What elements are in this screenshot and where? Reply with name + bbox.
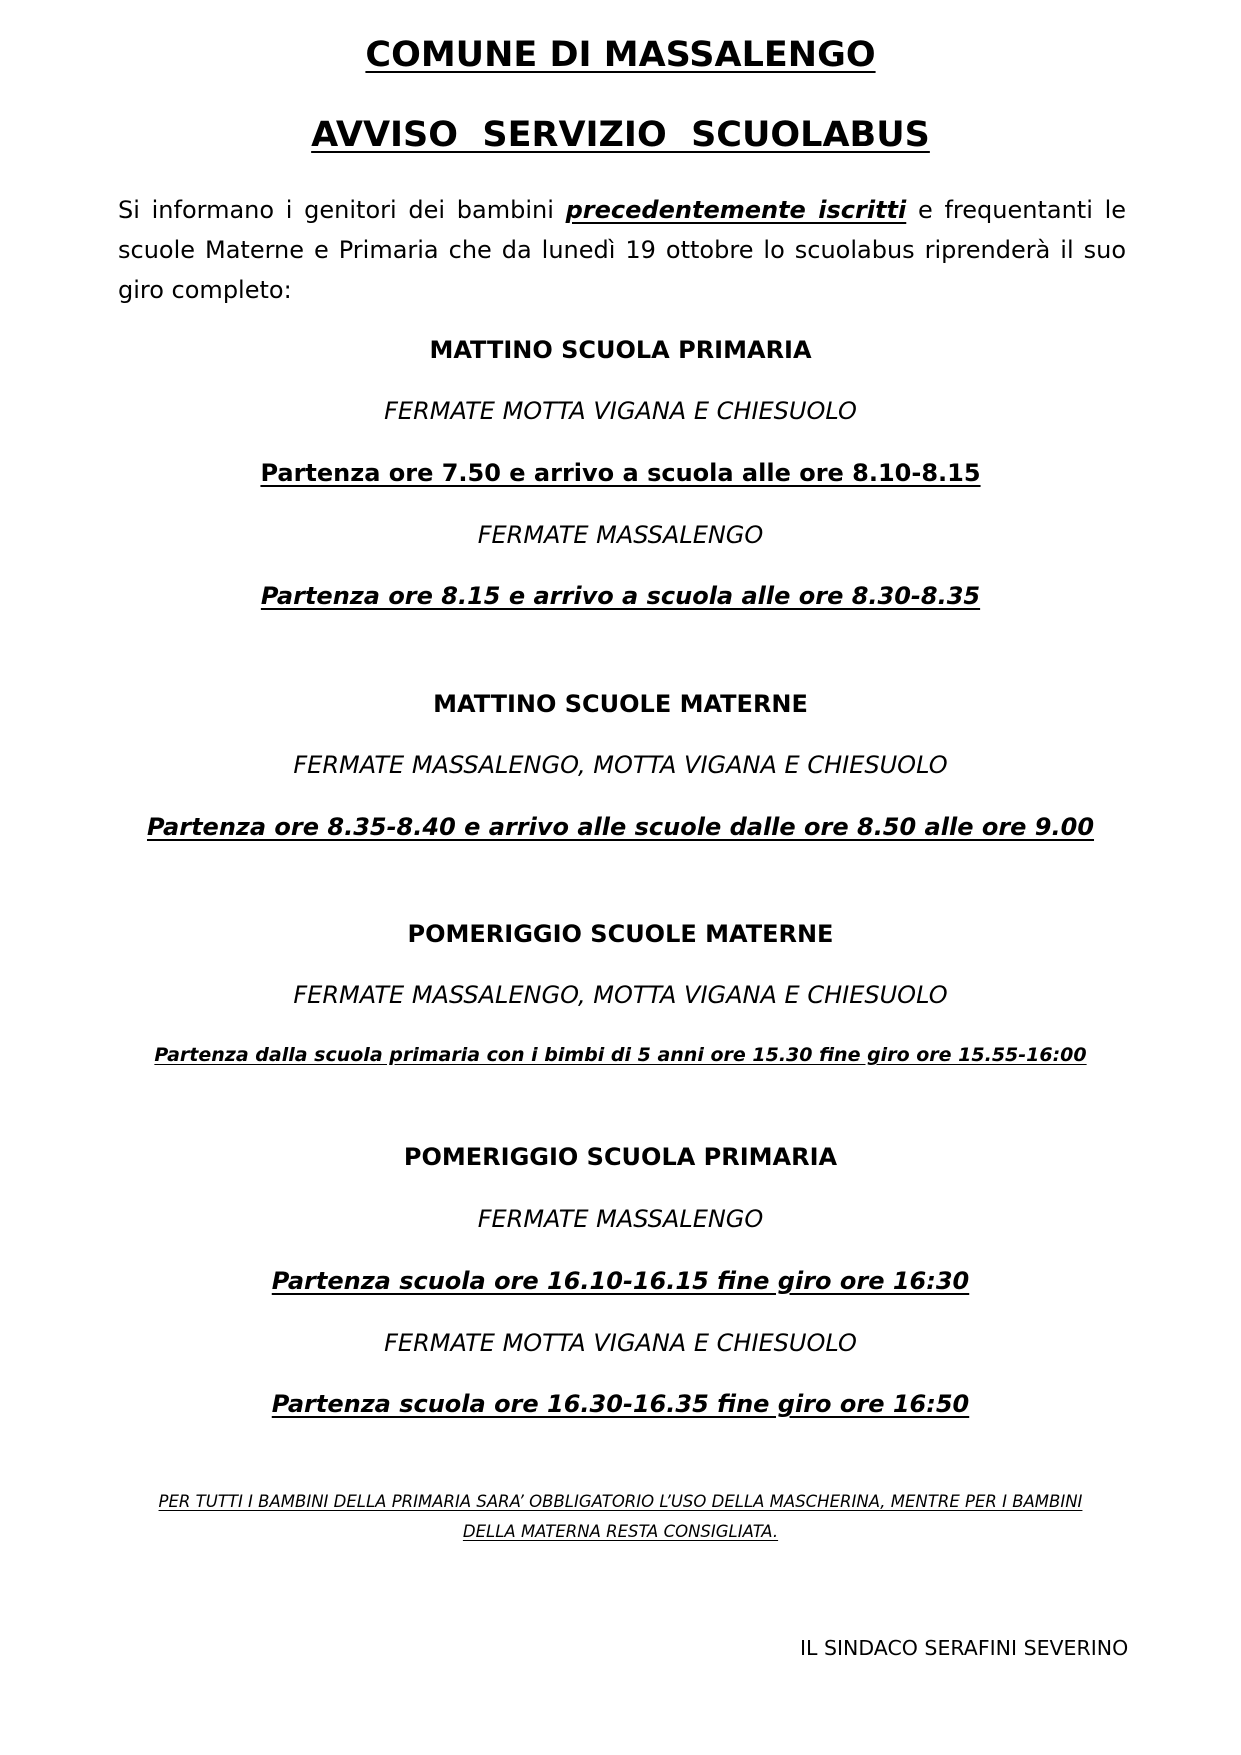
section-heading: POMERIGGIO SCUOLE MATERNE	[407, 920, 834, 948]
stops-line: FERMATE MOTTA VIGANA E CHIESUOLO	[384, 397, 857, 425]
stops-line: FERMATE MASSALENGO	[477, 1205, 764, 1233]
schedule-line: Partenza dalla scuola primaria con i bimbi di 5 anni ore 15.30 fine giro ore 15.55-16:00	[154, 1044, 1087, 1066]
section-heading: POMERIGGIO SCUOLA PRIMARIA	[403, 1143, 838, 1171]
document-title: COMUNE DI MASSALENGO	[365, 35, 876, 75]
mask-note-line-2: DELLA MATERNA RESTA CONSIGLIATA.	[462, 1522, 779, 1541]
section-heading: MATTINO SCUOLE MATERNE	[433, 690, 808, 718]
intro-text-before: Si informano i genitori dei bambini	[118, 196, 566, 224]
intro-paragraph	[118, 190, 1126, 310]
intro-emphasis: precedentemente iscritti	[565, 196, 907, 224]
mayor-signature: IL SINDACO SERAFINI SEVERINO	[800, 1636, 1129, 1660]
stops-line: FERMATE MASSALENGO	[477, 521, 764, 549]
schedule-line: Partenza ore 7.50 e arrivo a scuola alle ore 8.10-8.15	[260, 459, 981, 487]
schedule-line: Partenza scuola ore 16.30-16.35 fine giro ore 16:50	[271, 1390, 970, 1418]
stops-line: FERMATE MOTTA VIGANA E CHIESUOLO	[384, 1329, 857, 1357]
schedule-line: Partenza scuola ore 16.10-16.15 fine giro ore 16:30	[271, 1267, 970, 1295]
stops-line: FERMATE MASSALENGO, MOTTA VIGANA E CHIESUOLO	[293, 981, 948, 1009]
schedule-line: Partenza ore 8.35-8.40 e arrivo alle scuole dalle ore 8.50 alle ore 9.00	[146, 813, 1095, 841]
schedule-line: Partenza ore 8.15 e arrivo a scuola alle ore 8.30-8.35	[260, 582, 981, 610]
mask-note-line-1: PER TUTTI I BAMBINI DELLA PRIMARIA SARA’ OBBLIGATORIO L’USO DELLA MASCHERINA, MENTRE PER I BAMBINI	[158, 1492, 1083, 1511]
section-heading: MATTINO SCUOLA PRIMARIA	[429, 336, 812, 364]
stops-line: FERMATE MASSALENGO, MOTTA VIGANA E CHIESUOLO	[293, 751, 948, 779]
intro-text-after: e frequentanti le scuole Materne e Primaria che da lunedì 19 ottobre lo scuolabus riprenderà il suo giro completo:	[118, 196, 1127, 304]
document-subtitle: AVVISO SERVIZIO SCUOLABUS	[311, 115, 930, 155]
